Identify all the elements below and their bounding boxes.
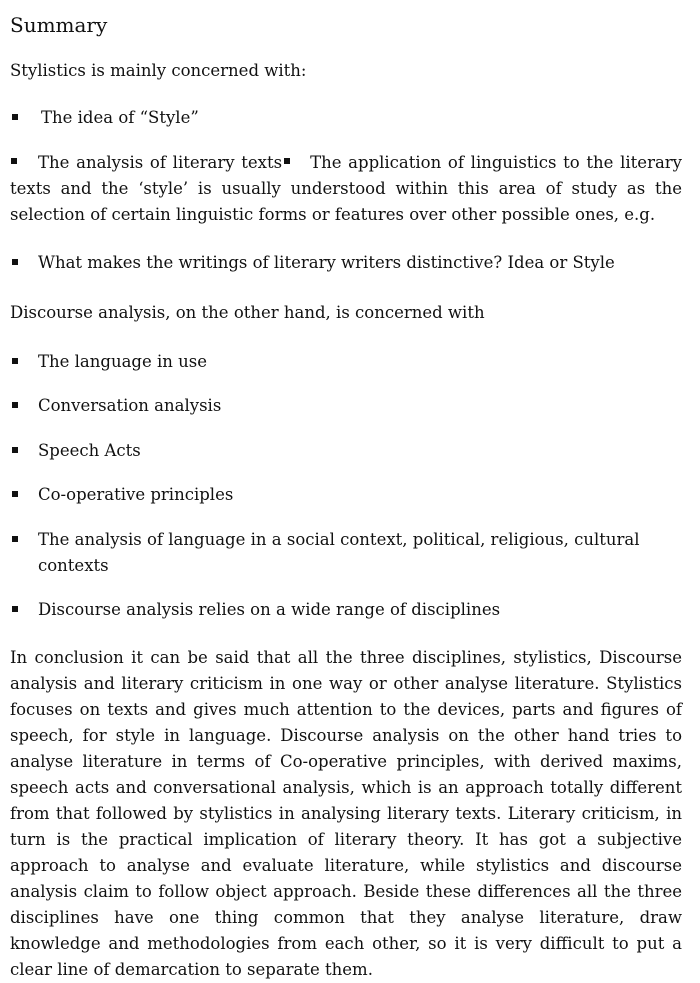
list-item (10, 438, 682, 464)
square-bullet-icon (10, 597, 38, 623)
list-item-text: What makes the writings of literary writers distinctive? Idea or Style (38, 252, 615, 272)
list-item (10, 250, 682, 276)
square-bullet-icon (11, 158, 17, 164)
list-item-text: Discourse analysis relies on a wide range of disciplines (38, 600, 501, 619)
square-bullet-icon (10, 482, 38, 508)
list-item-text: The language in use (38, 351, 207, 371)
list-item (10, 105, 682, 131)
page-title: Summary (10, 13, 108, 37)
square-bullet-icon (284, 158, 290, 164)
list-item-text: The analysis of literary texts (38, 152, 283, 172)
square-bullet-icon (10, 438, 38, 464)
list-item-text: The analysis of language in a social context, political, religious, cultural contexts (38, 529, 640, 575)
list-item (10, 349, 682, 375)
discourse-intro: Discourse analysis, on the other hand, is concerned with (10, 302, 485, 322)
square-bullet-icon (10, 527, 38, 553)
list-item-text: Speech Acts (38, 440, 141, 460)
stylistics-intro: Stylistics is mainly concerned with: (10, 61, 307, 80)
conclusion-paragraph: In conclusion it can be said that all the three disciplines, stylistics, Discourse analysis and literary criticism in one way or other analyse literature. Stylistics focuses on texts and gives much attention to the devices, parts and figures of speech, for style in language. Discourse analysis on the other hand tries to analyse literature in terms of Co-operative principles, with derived maxims, speech acts and conversational analysis, which is an approach totally different from that followed by stylistics in analysing literary texts. Literary criticism, in turn is the practical implication of literary theory. It has got a subjective approach to analyse and evaluate literature, while stylistics and discourse analysis claim to follow object approach. Beside these differences all the three disciplines have one thing common that they analyse literature, draw knowledge and methodologies from each other, so it is very difficult to put a clear line of demarcation to separate them. (10, 648, 682, 979)
list-item (10, 527, 682, 579)
square-bullet-icon (10, 250, 38, 276)
list-item (10, 482, 682, 508)
document-page (10, 10, 682, 983)
list-item-text: Conversation analysis (38, 396, 222, 415)
stylistics-bullet-paragraph (10, 150, 682, 228)
square-bullet-icon (10, 393, 38, 419)
list-item (10, 393, 682, 419)
list-item-text: Co-operative principles (38, 485, 234, 504)
list-item (10, 597, 682, 623)
square-bullet-icon (10, 349, 38, 375)
square-bullet-icon (10, 105, 41, 131)
list-item-text: The application of linguistics to the literary texts and the ‘style’ is usually understood within this area of study as the selection of certain linguistic forms or features over other possible ones, e.g. (10, 152, 682, 224)
list-item-text: The idea of “Style” (41, 108, 199, 127)
